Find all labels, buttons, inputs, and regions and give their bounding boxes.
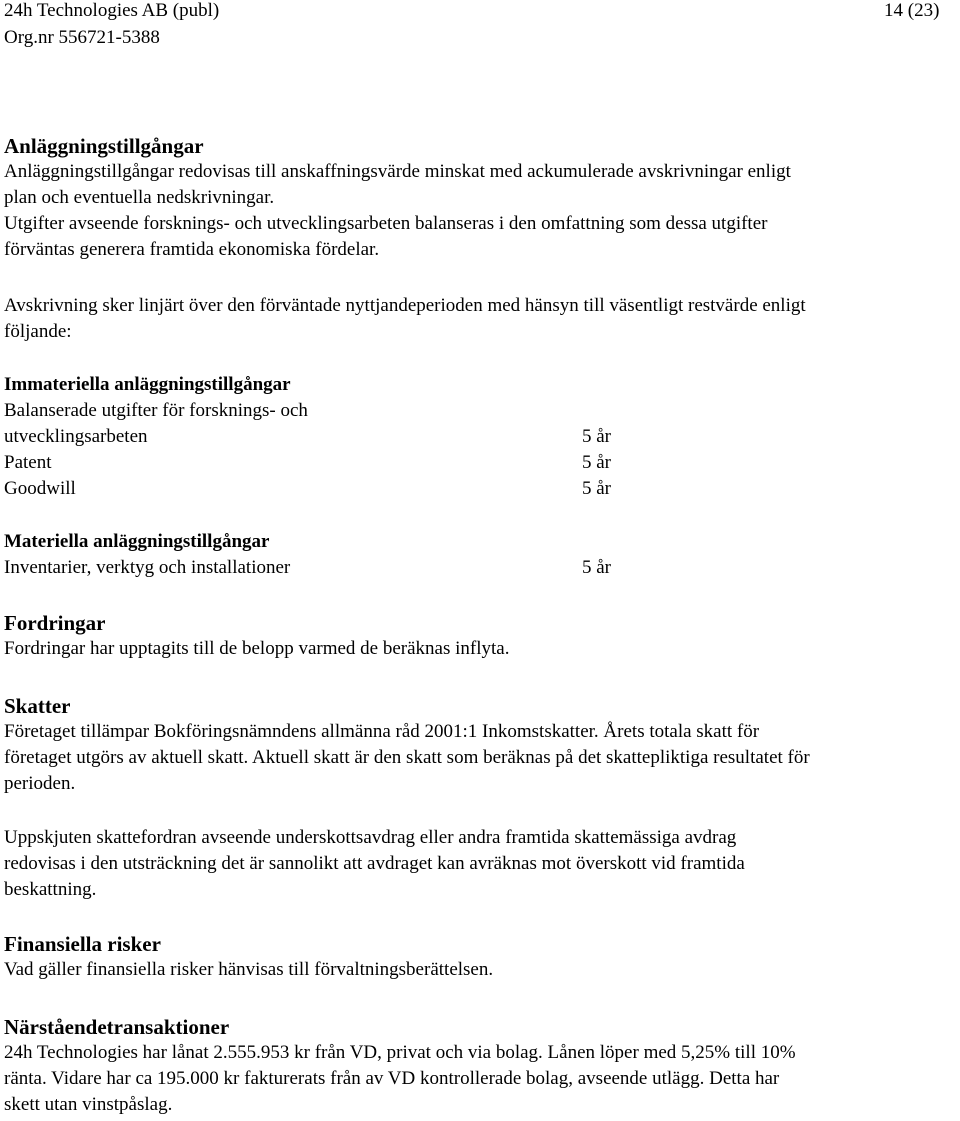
- subheading-materiella: Materiella anläggningstillgångar: [4, 531, 270, 552]
- section-fordringar: [4, 610, 956, 662]
- paragraph-line: perioden.: [4, 773, 76, 794]
- asset-period: 5 år: [582, 426, 612, 447]
- asset-row: [4, 450, 956, 476]
- subheading-immateriella: Immateriella anläggningstillgångar: [4, 374, 291, 395]
- section-materiella: [4, 529, 956, 581]
- asset-row: [4, 476, 956, 502]
- page-number: 14 (23): [884, 0, 940, 21]
- paragraph-line: företaget utgörs av aktuell skatt. Aktuell skatt är den skatt som beräknas på det skattepliktiga resultatet för: [4, 747, 810, 768]
- asset-label: Goodwill: [4, 478, 76, 499]
- asset-label: Inventarier, verktyg och installationer: [4, 557, 291, 578]
- deferred-tax-paragraph: [4, 825, 956, 903]
- paragraph-line: ränta. Vidare har ca 195.000 kr fakturerats från av VD kontrollerade bolag, avseende utlägg. Detta har: [4, 1068, 780, 1089]
- section-heading-finansiella-risker: Finansiella risker: [4, 932, 161, 956]
- paragraph-line: Avskrivning sker linjärt över den förväntade nyttjandeperioden med hänsyn till väsentligt restvärde enligt: [4, 295, 806, 316]
- paragraph-line: Företaget tillämpar Bokföringsnämndens allmänna råd 2001:1 Inkomstskatter. Årets totala skatt för: [4, 721, 760, 742]
- section-immateriella: [4, 372, 956, 502]
- asset-period: 5 år: [582, 452, 612, 473]
- asset-period: 5 år: [582, 478, 612, 499]
- asset-line: Balanserade utgifter för forsknings- och: [4, 400, 308, 421]
- asset-period: 5 år: [582, 557, 612, 578]
- paragraph-line: redovisas i den utsträckning det är sannolikt att avdraget kan avräknas mot överskott vid framtida: [4, 853, 745, 874]
- asset-label: utvecklingsarbeten: [4, 426, 148, 447]
- asset-row: [4, 555, 956, 581]
- org-number: Org.nr 556721-5388: [4, 27, 160, 48]
- paragraph-line: Anläggningstillgångar redovisas till anskaffningsvärde minskat med ackumulerade avskrivningar enligt: [4, 161, 791, 182]
- asset-row: [4, 424, 956, 450]
- section-anlaggningstillgangar: [4, 133, 956, 263]
- paragraph-line: Uppskjuten skattefordran avseende underskottsavdrag eller andra framtida skattemässiga avdrag: [4, 827, 737, 848]
- section-finansiella-risker: [4, 931, 956, 983]
- paragraph-line: skett utan vinstpåslag.: [4, 1094, 173, 1115]
- company-name: 24h Technologies AB (publ): [4, 0, 220, 21]
- section-heading-anlaggningstillgangar: Anläggningstillgångar: [4, 134, 204, 158]
- paragraph-line: 24h Technologies har lånat 2.555.953 kr från VD, privat och via bolag. Lånen löper med 5,25% till 10%: [4, 1042, 796, 1063]
- depreciation-intro: [4, 293, 956, 345]
- section-skatter: [4, 693, 956, 797]
- paragraph-line: plan och eventuella nedskrivningar.: [4, 187, 275, 208]
- section-narstaendetransaktioner: [4, 1014, 956, 1118]
- paragraph-line: Fordringar har upptagits till de belopp varmed de beräknas inflyta.: [4, 638, 510, 659]
- section-heading-skatter: Skatter: [4, 694, 71, 718]
- paragraph-line: följande:: [4, 321, 72, 342]
- asset-label: Patent: [4, 452, 52, 473]
- paragraph-line: beskattning.: [4, 879, 97, 900]
- section-heading-fordringar: Fordringar: [4, 611, 106, 635]
- paragraph-line: Utgifter avseende forsknings- och utvecklingsarbeten balanseras i den omfattning som dessa utgifter: [4, 213, 768, 234]
- section-heading-narstaende: Närståendetransaktioner: [4, 1015, 230, 1039]
- paragraph-line: Vad gäller finansiella risker hänvisas till förvaltningsberättelsen.: [4, 959, 494, 980]
- paragraph-line: förväntas generera framtida ekonomiska fördelar.: [4, 239, 380, 260]
